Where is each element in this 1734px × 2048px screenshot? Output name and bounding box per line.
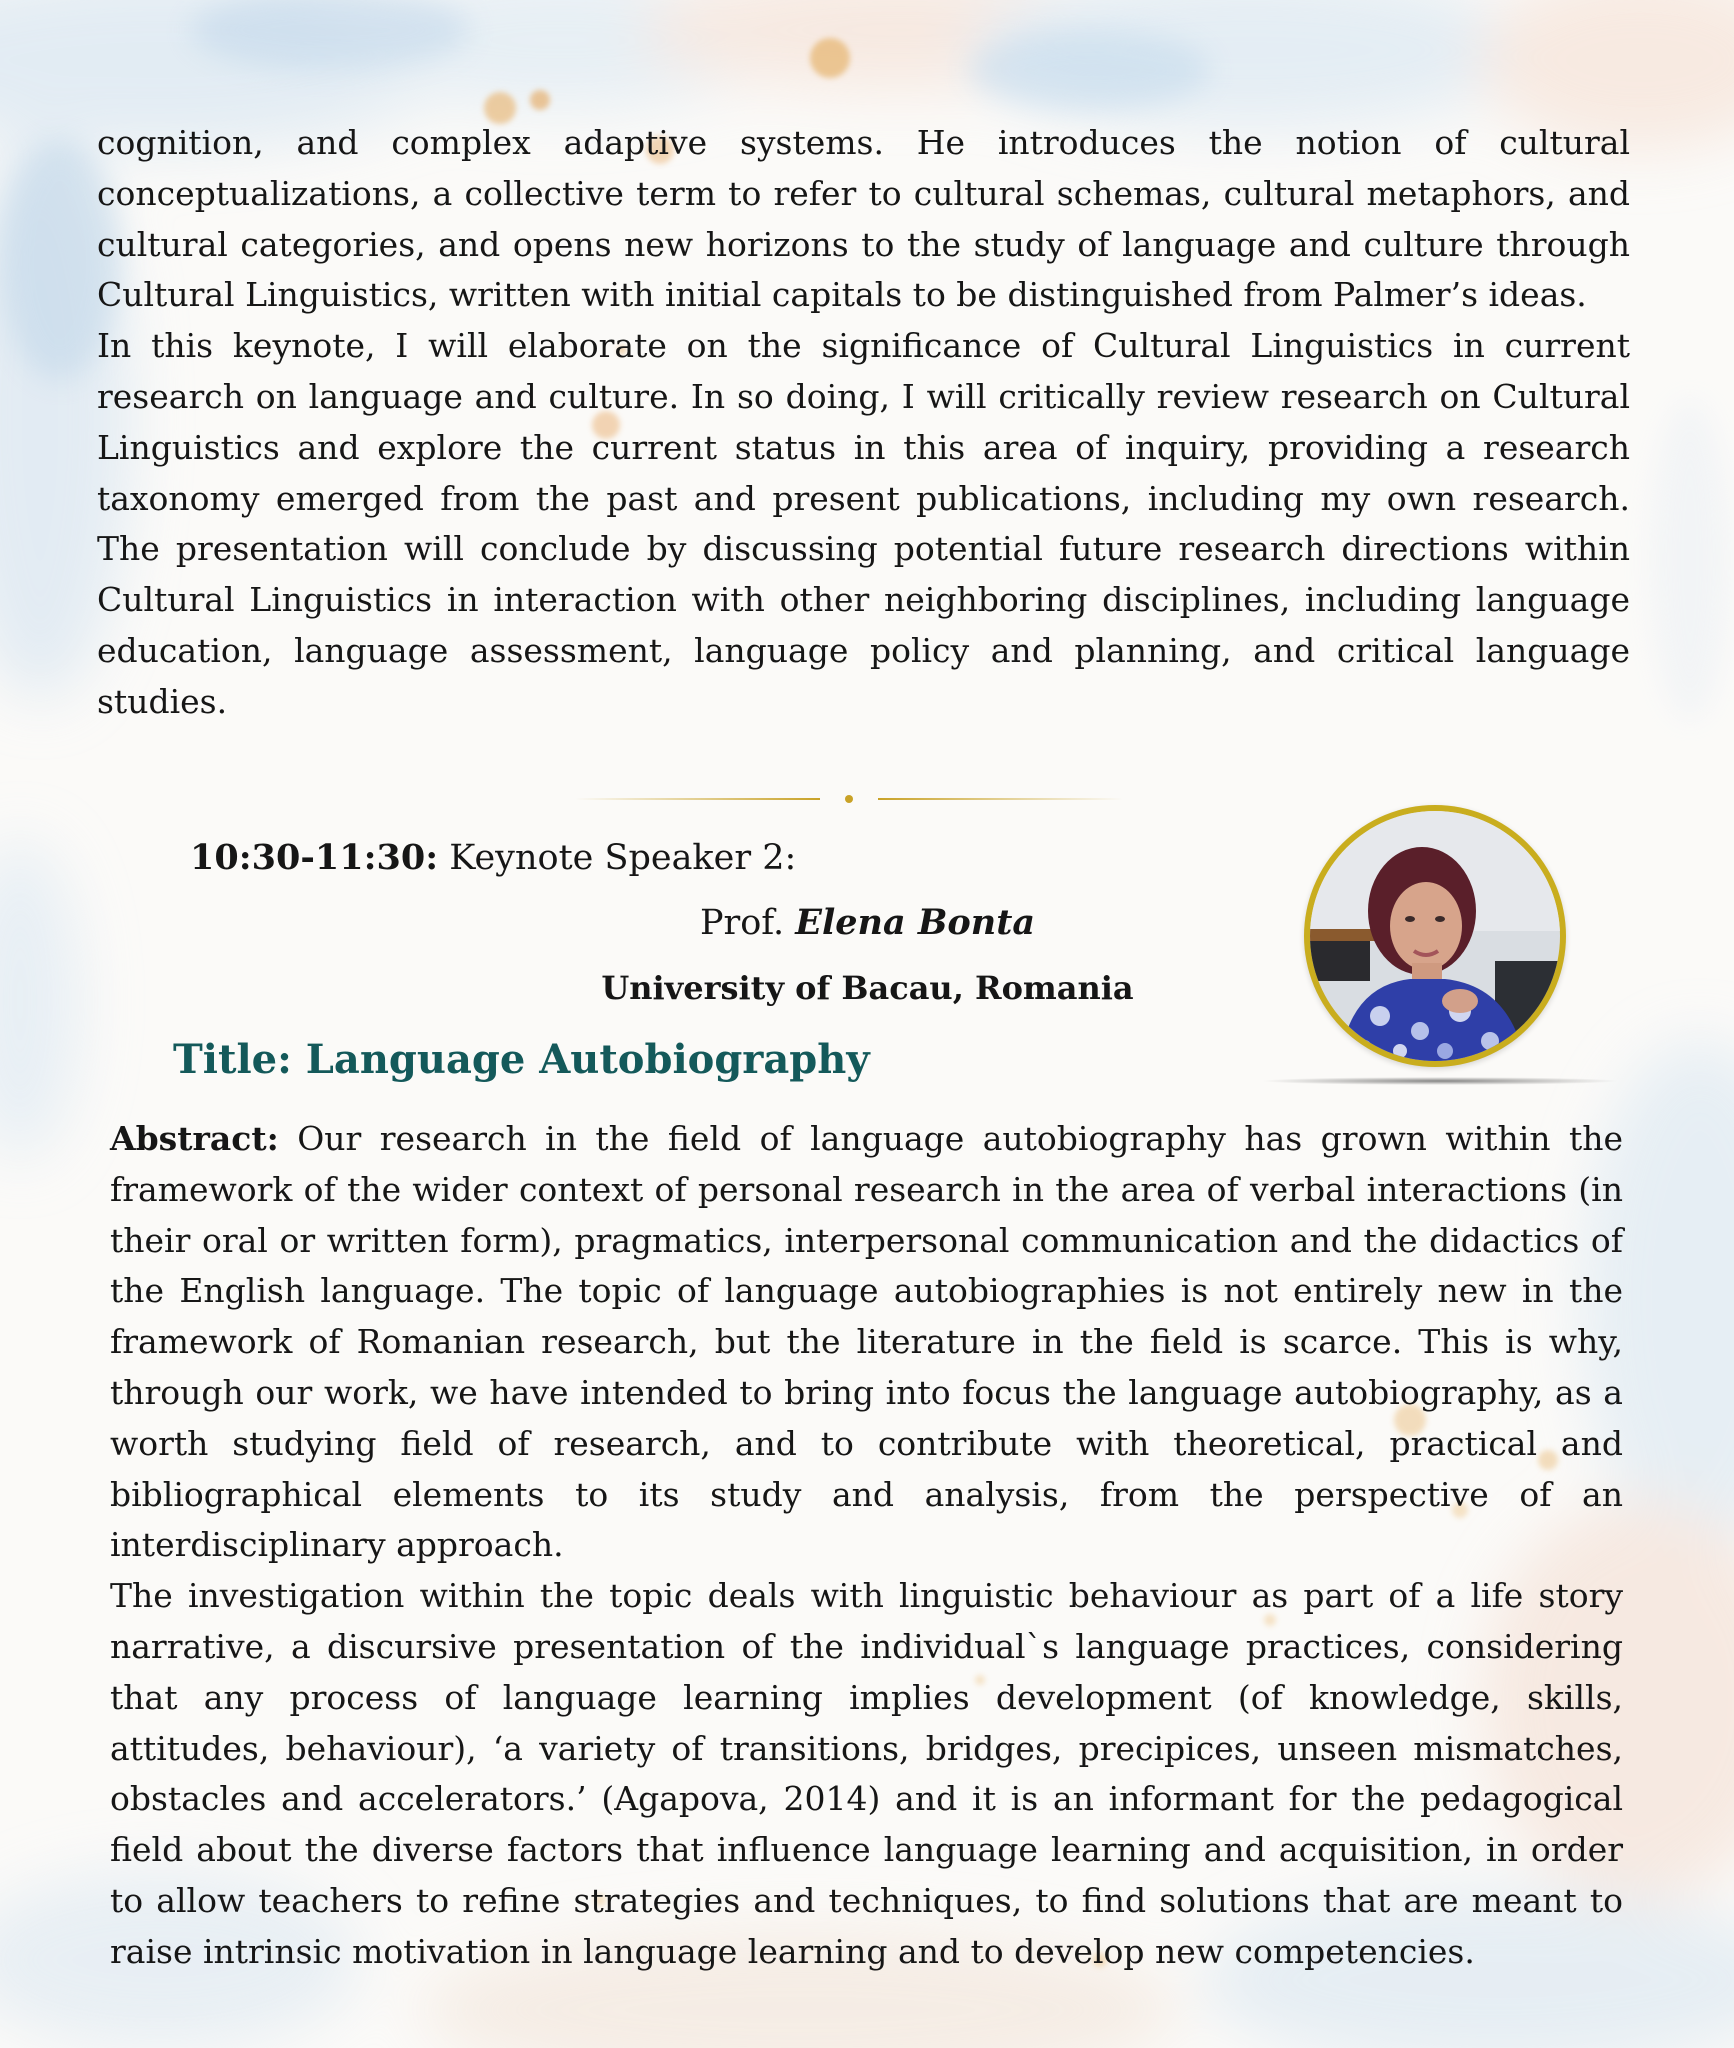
intro-paragraph-1: cognition, and complex adaptive systems. He introduces the notion of cultural conceptualizations, a collective term to refer to cultural schemas, cultural metaphors, and cultural categories, and opens new horizons to the study of language and culture through Cultural Linguistics, written with initial capitals to be distinguished from Palmer’s ideas.	[97, 123, 1630, 315]
intro-paragraph-2: In this keynote, I will elaborate on the significance of Cultural Linguistics in current research on language and culture. In so doing, I will critically review research on Cultural Linguistics and explore the current status in this area of inquiry, providing a research taxonomy emerged from the past and present publications, including my own research. The presentation will conclude by discussing potential future research directions within Cultural Linguistics in interaction with other neighboring disciplines, including language education, language assessment, language policy and planning, and critical language studies.	[97, 326, 1630, 721]
abstract-paragraph-1	[110, 1114, 1623, 1571]
abstract-paragraph-2: The investigation within the topic deals with linguistic behaviour as part of a life story narrative, a discursive presentation of the individual`s language practices, considering that any process of language learning implies development (of knowledge, skills, attitudes, behaviour), ‘a variety of transitions, bridges, precipices, unseen mismatches, obstacles and accelerators.’ (Agapova, 2014) and it is an informant for the pedagogical field about the diverse factors that influence language learning and acquisition, in order to allow teachers to refine strategies and techniques, to find solutions that are meant to raise intrinsic motivation in language learning and to develop new competencies.	[110, 1576, 1623, 1971]
section-divider	[575, 790, 1125, 810]
session-label: Keynote Speaker 2:	[449, 838, 797, 878]
speaker-photo-frame	[1304, 805, 1566, 1067]
session-time: 10:30-11:30:	[190, 837, 439, 878]
intro-text	[97, 118, 1630, 728]
abstract-first-paragraph: Our research in the field of language autobiography has grown within the framework of the wider context of personal research in the area of verbal interactions (in their oral or written form), pragmatics, interpersonal communication and the didactics of the English language. The topic of language autobiographies is not entirely new in the framework of Romanian research, but the literature in the field is scarce. This is why, through our work, we have intended to bring into focus the language autobiography, as a worth studying field of research, and to contribute with theoretical, practical and bibliographical elements to its study and analysis, from the perspective of an interdisciplinary approach.	[110, 1119, 1623, 1565]
talk-title: Title: Language Autobiography	[173, 1036, 870, 1083]
speaker-name: Elena Bonta	[795, 902, 1036, 943]
speaker-affiliation: University of Bacau, Romania	[601, 969, 1134, 1007]
abstract-text	[110, 1114, 1623, 1978]
speaker-line	[570, 898, 1165, 948]
speaker-prefix: Prof.	[699, 903, 785, 943]
session-line	[190, 834, 796, 882]
photo-shadow	[1262, 1077, 1618, 1089]
speaker-photo	[1310, 811, 1560, 1061]
abstract-label: Abstract:	[110, 1119, 279, 1158]
